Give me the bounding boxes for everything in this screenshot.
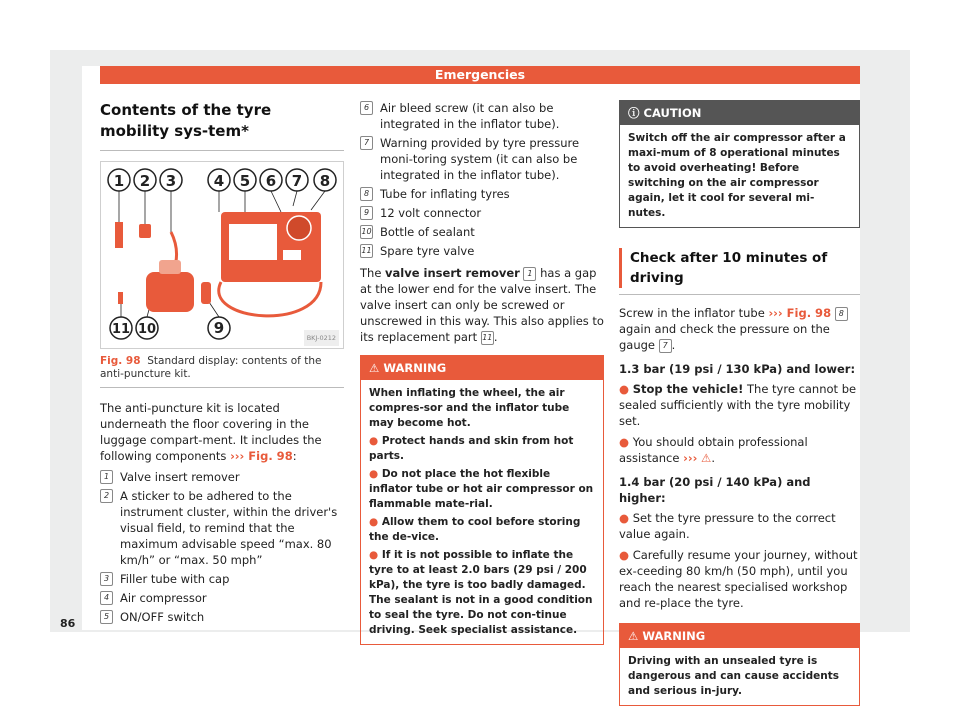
fig-reference[interactable]: ››› Fig. 98 — [230, 449, 293, 463]
components-list — [100, 469, 344, 625]
list-item: 1 Valve insert remover — [100, 469, 344, 485]
caution-box — [619, 100, 860, 228]
caution-header: ⓘ CAUTION — [620, 101, 859, 125]
bullet-item: ● Stop the vehicle! The tyre cannot be sealed sufficiently with the tyre mobility set. — [619, 382, 857, 428]
warning-bullet: ● If it is not possible to inflate the tyre to at least 2.0 bars (29 psi / 200 kPa), the tyre is too badly damaged. The sealant is not in a good condition to seal the tyre. Do not con-tinue driving. Seek specialist assistance. — [369, 549, 593, 636]
list-item: 8 Tube for inflating tyres — [360, 186, 604, 202]
svg-text:7: 7 — [291, 172, 303, 190]
list-item: 3 Filler tube with cap — [100, 571, 344, 587]
list-item: 9 12 volt connector — [360, 205, 604, 221]
section-header: Emergencies — [100, 66, 860, 84]
intro-paragraph: The anti-puncture kit is located underneath the floor covering in the luggage compart-ment. It includes the following components ››› Fig. 98: — [100, 401, 322, 463]
list-item: 7 Warning provided by tyre pressure moni-toring system (it can also be integrated in the inflator tube). — [360, 135, 604, 183]
list-item: 5 ON/OFF switch — [100, 609, 344, 625]
bullet-item: ● You should obtain professional assistance ››› ⚠. — [619, 435, 808, 465]
warning-box-2 — [619, 623, 860, 706]
caution-body: Switch off the air compressor after a maxi-mum of 8 operational minutes to avoid overheating! Before switching on the air compressor again, let it cool for several mi-nutes. — [628, 132, 846, 219]
svg-text:5: 5 — [239, 172, 251, 190]
hose — [219, 282, 321, 316]
heading-rule — [100, 150, 344, 151]
warning-header: ⚠ WARNING — [361, 356, 603, 380]
spare-valve — [118, 292, 123, 304]
list-item: 4 Air compressor — [100, 590, 344, 606]
bullet-item: ● Set the tyre pressure to the correct value again. — [619, 511, 836, 541]
subheading-rule — [619, 294, 860, 295]
figure-code: BKJ-0212 — [304, 330, 339, 346]
section-heading: Contents of the tyre mobility sys-tem* — [100, 101, 272, 140]
callout-1 — [108, 169, 130, 191]
svg-text:9: 9 — [213, 319, 225, 337]
callout-label: 1 — [113, 172, 125, 190]
svg-text:6: 6 — [265, 172, 277, 190]
high-pressure-heading: 1.4 bar (20 psi / 140 kPa) and higher: — [619, 475, 811, 505]
warning-body: Driving with an unsealed tyre is dangerous and can cause accidents and serious in-jury. — [628, 655, 839, 697]
svg-text:11: 11 — [111, 322, 131, 337]
low-pressure-heading: 1.3 bar (19 psi / 130 kPa) and lower: — [619, 362, 856, 376]
valve-remover-paragraph: The valve insert remover 1 has a gap at the lower end for the valve insert. The valve insert can only be screwed or unscrewed in this way. This also applies to its replacement part 11. — [360, 266, 604, 344]
sticker-part — [139, 224, 151, 238]
valve-remover-part — [115, 222, 123, 248]
figure-caption: Fig. 98 Standard display: contents of the anti-puncture kit. — [100, 355, 344, 388]
connector — [201, 282, 211, 304]
svg-text:4: 4 — [213, 172, 225, 190]
list-item: 11 Spare tyre valve — [361, 244, 475, 258]
info-icon: ⓘ — [628, 106, 640, 120]
section-subheading: Check after 10 minutes of driving — [619, 248, 860, 288]
warning-header: ⚠ WARNING — [620, 624, 859, 648]
callout-4 — [208, 169, 230, 191]
warning-icon: ⚠ — [628, 629, 639, 643]
svg-text:2: 2 — [139, 172, 151, 190]
list-item: 10 Bottle of sealant — [361, 225, 475, 239]
callout-5 — [234, 169, 256, 191]
pressure-gauge — [287, 216, 311, 240]
column-2 — [360, 100, 604, 645]
tyre-kit-figure — [100, 161, 344, 349]
check-paragraph: Screw in the inflator tube ››› Fig. 98 8 again and check the pressure on the gauge 7 . — [619, 305, 860, 353]
column-1 — [100, 100, 344, 628]
callout-10 — [136, 317, 158, 339]
callout-3 — [160, 169, 182, 191]
callout-6 — [260, 169, 282, 191]
svg-text:8: 8 — [319, 172, 331, 190]
warning-icon: ⚠ — [369, 361, 380, 375]
fig-reference[interactable]: ››› Fig. 98 — [768, 306, 832, 320]
list-item: 2 A sticker to be adhered to the instrument cluster, within the driver's visual field, to remind that the maximum advisable speed “max. 80 km/h” or “max. 50 mph” — [100, 488, 344, 568]
callout-2 — [134, 169, 156, 191]
warning-triangle-icon: ⚠ — [701, 451, 712, 465]
column-3 — [619, 100, 860, 706]
warning-bullet: ● Protect hands and skin from hot parts. — [369, 435, 574, 462]
components-list-continued — [360, 100, 604, 259]
bullet-item: ● Carefully resume your journey, without ex-ceeding 80 km/h (50 mph), until you reach the nearest specialised workshop and re-place the tyre. — [619, 548, 858, 610]
callout-9 — [208, 317, 230, 339]
callout-7 — [286, 169, 308, 191]
warning-bullet: ● Do not place the hot flexible inflator tube or hot air compressor on flammable mate-rial. — [369, 468, 594, 510]
page-number: 86 — [60, 617, 76, 630]
list-item: 6 Air bleed screw (it can also be integrated in the inflator tube). — [360, 100, 604, 132]
tyre-kit-illustration — [101, 162, 343, 348]
sealant-bottle — [146, 272, 194, 312]
warning-reference[interactable]: ››› — [683, 451, 698, 465]
warning-body: When inflating the wheel, the air compres-sor and the inflator tube may become hot. ● Protect hands and skin from hot parts. ● Do not place the hot flexible inflator tube or hot air compressor on flammable mate-rial. ● Allow them to cool before storing the de-vice. ● If it is not possible to inflate the tyre to at least 2.0 bars (29 psi / 200 kPa), the tyre is too badly damaged. The sealant is not in a good condition to seal the tyre. Do not con-tinue driving. Seek specialist assistance. — [369, 387, 594, 636]
svg-text:10: 10 — [137, 322, 157, 337]
callout-11 — [110, 317, 132, 339]
callout-8 — [314, 169, 336, 191]
svg-text:3: 3 — [165, 172, 177, 190]
warning-bullet: ● Allow them to cool before storing the de-vice. — [369, 516, 581, 543]
warning-box — [360, 355, 604, 645]
